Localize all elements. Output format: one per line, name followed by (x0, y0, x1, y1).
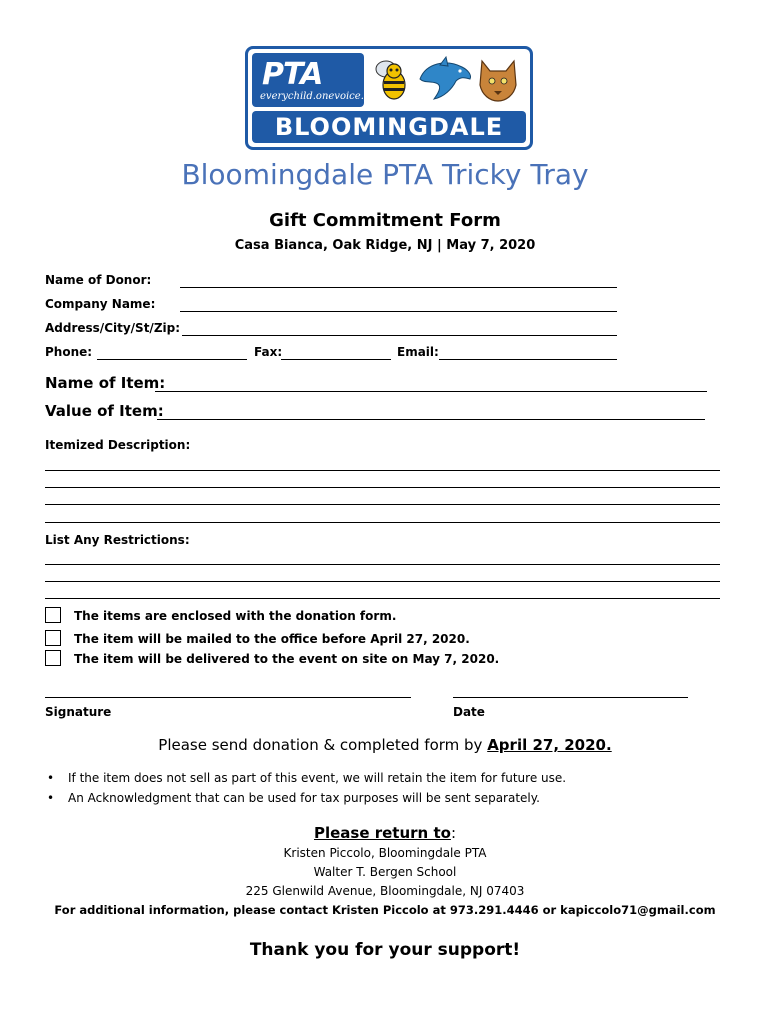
signature-field[interactable] (45, 697, 411, 698)
form-subtitle: Gift Commitment Form (269, 210, 501, 231)
return-address: 225 Glenwild Avenue, Bloomingdale, NJ 07403 (245, 884, 525, 898)
restrictions-line[interactable] (45, 581, 720, 582)
bullet-text: If the item does not sell as part of this event, we will retain the item for future use. (68, 771, 567, 785)
name-of-donor-field[interactable] (180, 287, 617, 288)
school-name-banner: BLOOMINGDALE (252, 111, 526, 143)
form-title: Bloomingdale PTA Tricky Tray (181, 158, 589, 191)
bobcat-mascot-icon (476, 55, 520, 103)
pta-wordmark: PTA (262, 57, 323, 92)
delivered-checkbox[interactable] (45, 650, 61, 666)
return-heading-row (0, 824, 770, 842)
email-field[interactable] (439, 359, 617, 360)
value-of-item-label: Value of Item: (45, 402, 164, 420)
bullet-text: An Acknowledgment that can be used for tax purposes will be sent separately. (68, 791, 540, 805)
fax-field[interactable] (281, 359, 391, 360)
description-line[interactable] (45, 504, 720, 505)
restrictions-line[interactable] (45, 564, 720, 565)
restrictions-label: List Any Restrictions: (45, 533, 190, 547)
pta-logo-block (252, 53, 364, 107)
bullet-icon: • (47, 771, 55, 785)
return-name: Kristen Piccolo, Bloomingdale PTA (283, 846, 487, 860)
name-of-item-label: Name of Item: (45, 374, 166, 392)
restrictions-line[interactable] (45, 598, 720, 599)
send-instruction (0, 736, 770, 754)
return-school: Walter T. Bergen School (313, 865, 457, 879)
date-label: Date (453, 705, 485, 719)
dolphin-mascot-icon (416, 55, 474, 103)
bee-mascot-icon (372, 55, 416, 103)
description-line[interactable] (45, 522, 720, 523)
bullet-icon: • (47, 791, 55, 805)
enclosed-checkbox-label: The items are enclosed with the donation form. (74, 609, 397, 623)
description-line[interactable] (45, 470, 720, 471)
email-label: Email: (397, 345, 439, 359)
closing-message: Thank you for your support! (249, 940, 521, 960)
date-field[interactable] (453, 697, 688, 698)
event-info: Casa Bianca, Oak Ridge, NJ | May 7, 2020 (234, 238, 536, 253)
contact-info: For additional information, please contact Kristen Piccolo at 973.291.4446 or kapiccolo71@gmail.com (54, 903, 716, 917)
send-instruction-text: Please send donation & completed form by (158, 736, 488, 754)
company-name-field[interactable] (180, 311, 617, 312)
bloomingdale-pta-logo (245, 46, 533, 150)
fax-label: Fax: (254, 345, 283, 359)
mailed-checkbox-label: The item will be mailed to the office before April 27, 2020. (74, 632, 470, 646)
address-field[interactable] (182, 335, 617, 336)
itemized-description-label: Itemized Description: (45, 438, 191, 452)
delivered-checkbox-label: The item will be delivered to the event on site on May 7, 2020. (74, 652, 500, 666)
address-label: Address/City/St/Zip: (45, 321, 181, 335)
signature-label: Signature (45, 705, 112, 719)
description-line[interactable] (45, 487, 720, 488)
value-of-item-field[interactable] (157, 419, 705, 420)
return-heading-suffix: : (450, 824, 456, 842)
name-of-item-field[interactable] (155, 391, 707, 392)
company-name-label: Company Name: (45, 297, 156, 311)
send-deadline: April 27, 2020. (487, 736, 612, 754)
name-of-donor-label: Name of Donor: (45, 273, 152, 287)
phone-field[interactable] (97, 359, 247, 360)
mailed-checkbox[interactable] (45, 630, 61, 646)
return-heading: Please return to (313, 824, 451, 842)
enclosed-checkbox[interactable] (45, 607, 61, 623)
pta-tagline: everychild.onevoice. (260, 91, 364, 102)
phone-label: Phone: (45, 345, 93, 359)
